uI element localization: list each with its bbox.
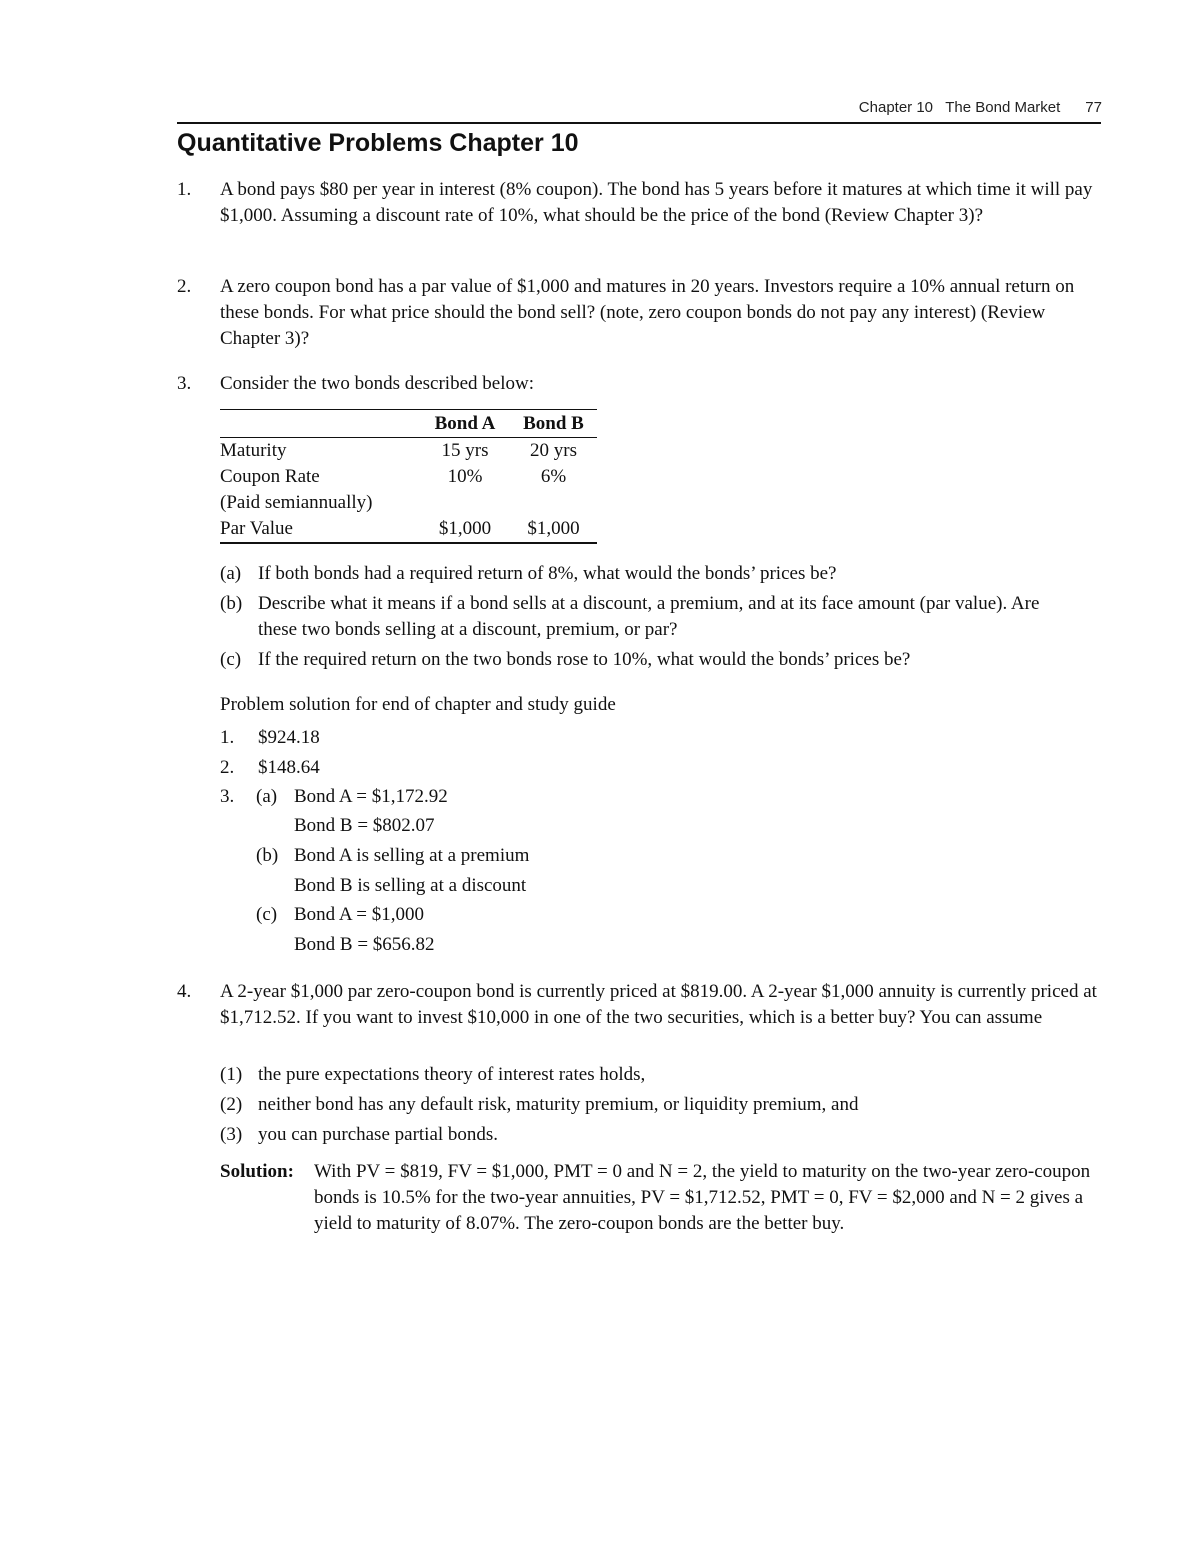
- table-row: [220, 516, 597, 543]
- problem-text: A zero coupon bond has a par value of $1,000 and matures in 20 years. Investors require a 10% annual return on these bonds. For what price should the bond sell? (note, zero coupon bonds do not pay any interest) (Review Chapter 3)?: [220, 276, 1075, 349]
- part-label: (a): [220, 563, 242, 584]
- solution-value: Bond A = $1,172.92: [294, 786, 448, 807]
- problem-text: A bond pays $80 per year in interest (8% coupon). The bond has 5 years before it matures at which time it will pay $1,000. Assuming a discount rate of 10%, what should be the price of the bond (Review Chapter 3)?: [220, 179, 1093, 226]
- solution-part-label: (b): [256, 845, 279, 866]
- problem-4-solution: [220, 1159, 1100, 1237]
- table-header-cell: [220, 410, 420, 438]
- assumption-text: the pure expectations theory of interest rates holds,: [258, 1064, 646, 1085]
- assumption-text: you can purchase partial bonds.: [258, 1124, 499, 1145]
- problem-number: 2.: [177, 276, 192, 297]
- solution-value: Bond A is selling at a premium: [294, 845, 530, 866]
- table-cell: 6%: [540, 466, 567, 487]
- solution-part-label: (c): [256, 904, 278, 925]
- assumption-2: [220, 1092, 1080, 1118]
- solution-value: Bond A = $1,000: [294, 904, 425, 925]
- table-header-row: [220, 410, 597, 438]
- part-label: (b): [220, 593, 243, 614]
- table-cell: Par Value: [220, 518, 293, 539]
- table-cell: (Paid semiannually): [220, 492, 373, 513]
- table-cell: $1,000: [438, 518, 492, 539]
- problem-number: 3.: [177, 373, 192, 394]
- table-header-cell: Bond B: [510, 410, 597, 438]
- solution-value: Bond B = $656.82: [294, 934, 435, 955]
- solution-text: With PV = $819, FV = $1,000, PMT = 0 and N = 2, the yield to maturity on the two-year zero-coupon bonds is 10.5% for the two-year annuities, PV = $1,712.52, PMT = 0, FV = $2,000 and N = 2 gives a yield to maturity of 8.07%. The zero-coupon bonds are the better buy.: [314, 1161, 1091, 1234]
- solution-value: $924.18: [258, 727, 320, 748]
- assumption-label: (2): [220, 1094, 243, 1115]
- assumption-label: (1): [220, 1064, 243, 1085]
- solution-value: Bond B = $802.07: [294, 815, 435, 836]
- solution-value: Bond B is selling at a discount: [294, 875, 527, 896]
- assumption-1: [220, 1062, 1080, 1088]
- solution-number: 2.: [220, 757, 235, 778]
- running-head: Chapter 10 The Bond Market 77: [858, 99, 1102, 116]
- problem-1: [177, 177, 1102, 229]
- part-label: (c): [220, 649, 242, 670]
- assumption-3: [220, 1122, 1080, 1148]
- table-cell: 20 yrs: [530, 440, 577, 461]
- problem-number: 1.: [177, 179, 192, 200]
- solution-label: Solution:: [220, 1161, 294, 1182]
- problem-3-part-c: [220, 647, 1080, 673]
- solutions-intro: Problem solution for end of chapter and study guide: [220, 694, 616, 715]
- part-text: Describe what it means if a bond sells at a discount, a premium, and at its face amount (par value). Are these two bonds selling at a discount, premium, or par?: [258, 593, 1040, 640]
- table-cell: Coupon Rate: [220, 466, 320, 487]
- solution-part-label: (a): [256, 786, 278, 807]
- page-title: Quantitative Problems Chapter 10: [177, 129, 579, 157]
- table-cell: Maturity: [220, 440, 287, 461]
- problem-text: A 2-year $1,000 par zero-coupon bond is currently priced at $819.00. A 2-year $1,000 annuity is currently priced at $1,712.52. If you want to invest $10,000 in one of the two securities, which is a better buy? You can assume: [220, 981, 1097, 1028]
- bond-comparison-table: [220, 409, 597, 544]
- part-text: If both bonds had a required return of 8%, what would the bonds’ prices be?: [258, 563, 837, 584]
- solution-number: 3.: [220, 786, 235, 807]
- problem-3: [177, 371, 1102, 397]
- table-cell: $1,000: [527, 518, 580, 539]
- table-row: [220, 438, 597, 465]
- table-cell: 15 yrs: [441, 440, 489, 461]
- problem-2: [177, 274, 1102, 352]
- assumption-text: neither bond has any default risk, maturity premium, or liquidity premium, and: [258, 1094, 859, 1115]
- problem-4: [177, 979, 1102, 1031]
- table-cell: [420, 490, 510, 516]
- assumption-label: (3): [220, 1124, 243, 1145]
- table-cell: 10%: [447, 466, 483, 487]
- table-row: [220, 490, 597, 516]
- table-header-cell: Bond A: [420, 410, 510, 438]
- part-text: If the required return on the two bonds rose to 10%, what would the bonds’ prices be?: [258, 649, 911, 670]
- table-row: [220, 464, 597, 490]
- problem-3-part-b: [220, 591, 1080, 643]
- solution-number: 1.: [220, 727, 235, 748]
- problem-text: Consider the two bonds described below:: [220, 373, 534, 394]
- problem-3-part-a: [220, 561, 1080, 587]
- problem-number: 4.: [177, 981, 192, 1002]
- solution-value: $148.64: [258, 757, 320, 778]
- header-rule: [177, 122, 1101, 124]
- table-cell: [510, 490, 597, 516]
